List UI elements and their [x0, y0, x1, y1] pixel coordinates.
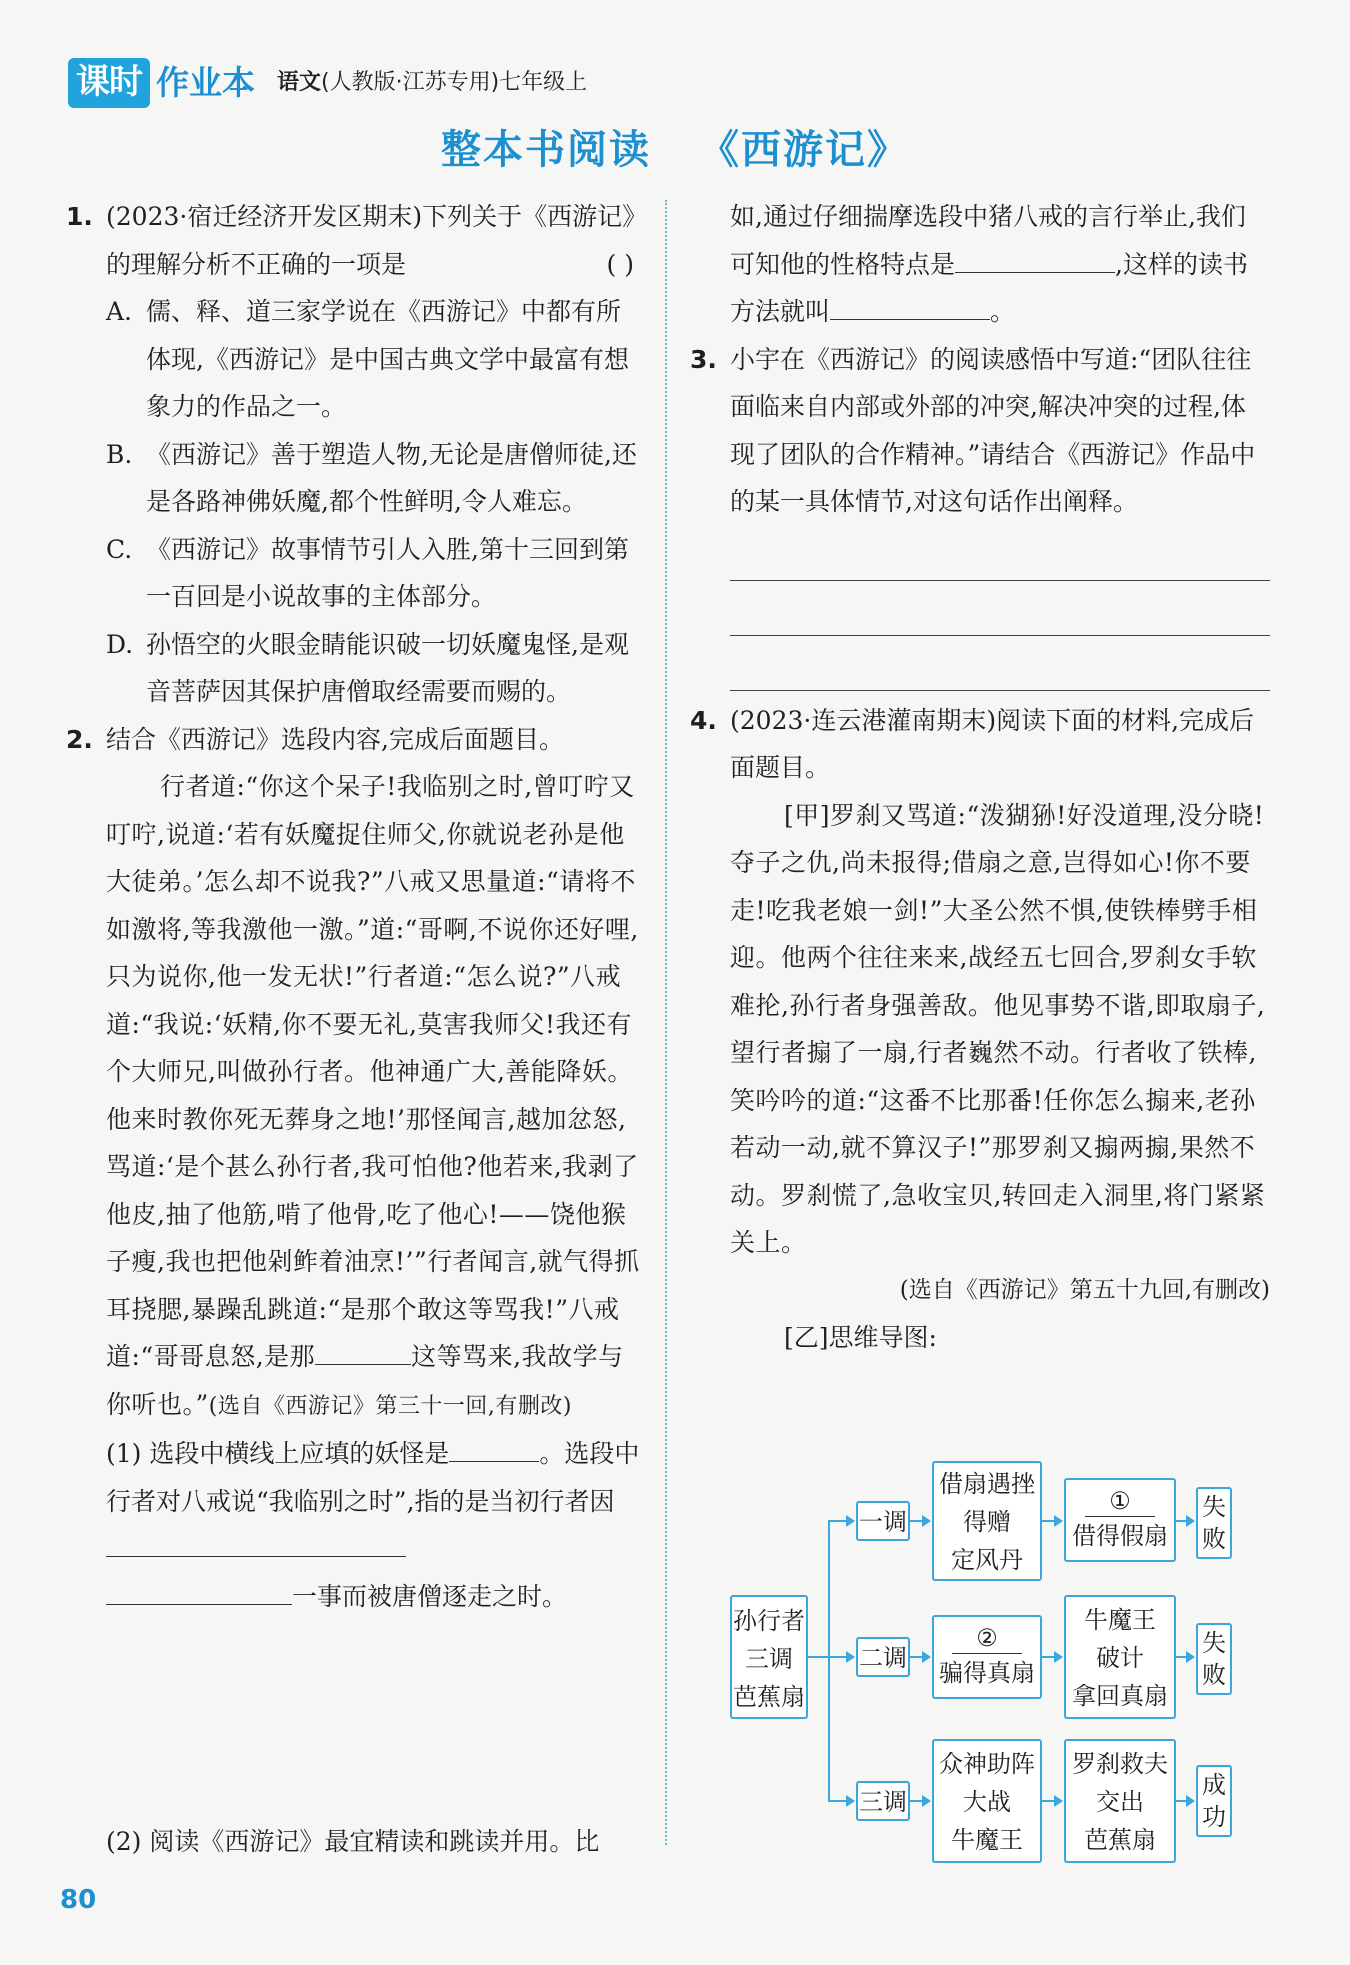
page-number: 80 [60, 1885, 97, 1915]
material-source: (选自《西游记》第五十九回,有删改) [899, 1276, 1270, 1303]
answer-blank-method[interactable] [830, 289, 990, 320]
arrow [1054, 1795, 1063, 1807]
mind-map [730, 1455, 1290, 1855]
material-jia: [甲]罗刹又骂道:“泼猢狲!好没道理,没分晓!夺子之仇,尚未报得;借扇之意,岂得如心!你不要走!吃我老娘一剑!”大圣公然不惧,使铁棒劈手相迎。他两个往往来来,战经五七回合,罗刹女手软难抡,孙行者身强善敌。他见事势不谐,即取扇子,望行者搧了一扇,行者巍然不动。行者收了铁棒,笑吟吟的道:“这番不比那番!任你怎么搧来,老孙若动一动,就不算汉子!”那罗刹又搧两搧,果然不动。罗刹慌了,急收宝贝,转回走入洞里,将门紧紧关上。 [730, 800, 1266, 1257]
answer-blank-monster[interactable] [449, 1431, 539, 1462]
right-column-content [690, 193, 1270, 1362]
answer-blank-trait[interactable] [955, 242, 1115, 273]
question-2 [66, 716, 644, 764]
branch2-result: 失 败 [1196, 1623, 1232, 1695]
title-part2: 《西游记》 [699, 126, 909, 173]
material-yi-tag: [乙] [784, 1323, 829, 1352]
branch1-step2[interactable]: ① 借得假扇 [1064, 1478, 1176, 1562]
connector [808, 1656, 828, 1658]
column-divider [665, 200, 667, 1845]
connector [828, 1656, 848, 1658]
title-part1: 整本书阅读 [441, 126, 651, 173]
branch1-result: 失 败 [1196, 1487, 1232, 1559]
answer-line-3[interactable] [730, 636, 1270, 691]
sub-question-2-right: 如,通过仔细揣摩选段中猪八戒的言行举止,我们可知他的性格特点是 ,这样的读书方法就叫 。 [730, 202, 1248, 326]
brand-name: 作业本 [156, 63, 255, 102]
question-3 [690, 336, 1270, 526]
option-d[interactable]: D. 孙悟空的火眼金睛能识破一切妖魔鬼怪,是观音菩萨因其保护唐僧取经需要而赐的。 [106, 629, 629, 706]
option-c[interactable]: C. 《西游记》故事情节引人入胜,第十三回到第一百回是小说故事的主体部分。 [106, 534, 629, 611]
question-stem: (2023·连云港灌南期末)阅读下面的材料,完成后面题目。 [730, 705, 1255, 782]
arrow [846, 1795, 855, 1807]
connector [828, 1520, 830, 1802]
reading-passage: 行者道:“你这个呆子!我临别之时,曾叮咛又叮咛,说道:‘若有妖魔捉住师父,你就说老孙是他大徒弟。’怎么却不说我?”八戒又思量道:“请将不如激将,等我激他一激。”道:“哥啊,不说你还好哩,只为说你,他一发无状!”行者道:“怎么说?”八戒道:“我说:‘妖精,你不要无礼,莫害我师父!我还有个大师兄,叫做孙行者。他神通广大,善能降妖。他来时教你死无葬身之地!’那怪闻言,越加忿怒,骂道:‘是个甚么孙行者,我可怕他?他若来,我剥了他皮,抽了他筋,啃了他骨,吃了他心!——饶他猴子瘦,我也把他剁鲊着油烹!’”行者闻言,就气得抓耳挠腮,暴躁乱跳道:“是那个敢这等骂我!”八戒道:“哥哥息怒,是那 这等骂来,我故学与你听也。”(选自《西游记》第三十一回,有删改) [106, 772, 640, 1419]
arrow [1186, 1515, 1195, 1527]
arrow [922, 1795, 931, 1807]
connector [828, 1520, 848, 1522]
header [68, 58, 587, 108]
branch-label-3: 三调 [856, 1781, 910, 1821]
sub-question-1: (1) 选段中横线上应填的妖怪是 。选段中行者对八戒说“我临别之时”,指的是当初行者因 一事而被唐僧逐走之时。 [66, 1430, 644, 1620]
page-title [0, 118, 1350, 175]
answer-bracket[interactable]: ( ) [606, 249, 634, 279]
question-stem: 小宇在《西游记》的阅读感悟中写道:“团队往往面临来自内部或外部的冲突,解决冲突的过程,体现了团队的合作精神。”请结合《西游记》作品中的某一具体情节,对这句话作出阐释。 [730, 344, 1256, 516]
answer-blank-event-2[interactable] [106, 1574, 292, 1605]
arrow [1186, 1795, 1195, 1807]
branch2-step2: 牛魔王 破计 拿回真扇 [1064, 1595, 1176, 1719]
arrow [1054, 1515, 1063, 1527]
mindmap-root: 孙行者 三调 芭蕉扇 [730, 1595, 808, 1719]
answer-blank-event[interactable] [106, 1526, 406, 1557]
arrow [922, 1651, 931, 1663]
branch3-step1: 众神助阵 大战 牛魔王 [932, 1739, 1042, 1863]
arrow [846, 1651, 855, 1663]
material-jia-tag: [甲] [784, 800, 831, 830]
sub2-tail: 如,通过仔细揣摩选段中猪八戒的言行举止,我们可知他的性格特点是 [730, 202, 1246, 279]
arrow [1186, 1651, 1195, 1663]
left-column [66, 193, 644, 1620]
question-stem: (2023·宿迁经济开发区期末)下列关于《西游记》的理解分析不正确的一项是 [106, 202, 635, 279]
question-number: 3. [690, 344, 717, 374]
fill-blank[interactable] [315, 1334, 411, 1365]
arrow [846, 1515, 855, 1527]
sub-question-2-left: (2) 阅读《西游记》最宜精读和跳读并用。比 [106, 1827, 600, 1856]
branch-label-2: 二调 [856, 1637, 910, 1677]
branch3-step2: 罗刹救夫 交出 芭蕉扇 [1064, 1739, 1176, 1863]
option-a[interactable]: A. 儒、释、道三家学说在《西游记》中都有所体现,《西游记》是中国古典文学中最富有想象力的作品之一。 [106, 297, 629, 421]
answer-line-1[interactable] [730, 526, 1270, 581]
question-4 [690, 697, 1270, 792]
connector [828, 1800, 848, 1802]
branch-label-1: 一调 [856, 1501, 910, 1541]
question-stem: 结合《西游记》选段内容,完成后面题目。 [106, 724, 564, 754]
arrow [1054, 1651, 1063, 1663]
option-b[interactable]: B. 《西游记》善于塑造人物,无论是唐僧师徒,还是各路神佛妖魔,都个性鲜明,令人难忘。 [106, 439, 637, 516]
question-number: 2. [66, 724, 93, 754]
brand-logo: 课时 [68, 58, 150, 108]
material-yi: [乙]思维导图: [784, 1323, 937, 1352]
branch1-step1: 借扇遇挫 得赠 定风丹 [932, 1461, 1042, 1581]
answer-line-2[interactable] [730, 581, 1270, 636]
question-number: 4. [690, 705, 717, 735]
subject-line: 语文(人教版·江苏专用)七年级上 [277, 70, 588, 95]
branch3-result: 成 功 [1196, 1765, 1232, 1837]
branch2-step1[interactable]: ② 骗得真扇 [932, 1615, 1042, 1699]
arrow [922, 1515, 931, 1527]
question-1 [66, 193, 644, 288]
passage-source: (选自《西游记》第三十一回,有删改) [208, 1393, 572, 1419]
question-number: 1. [66, 202, 93, 231]
